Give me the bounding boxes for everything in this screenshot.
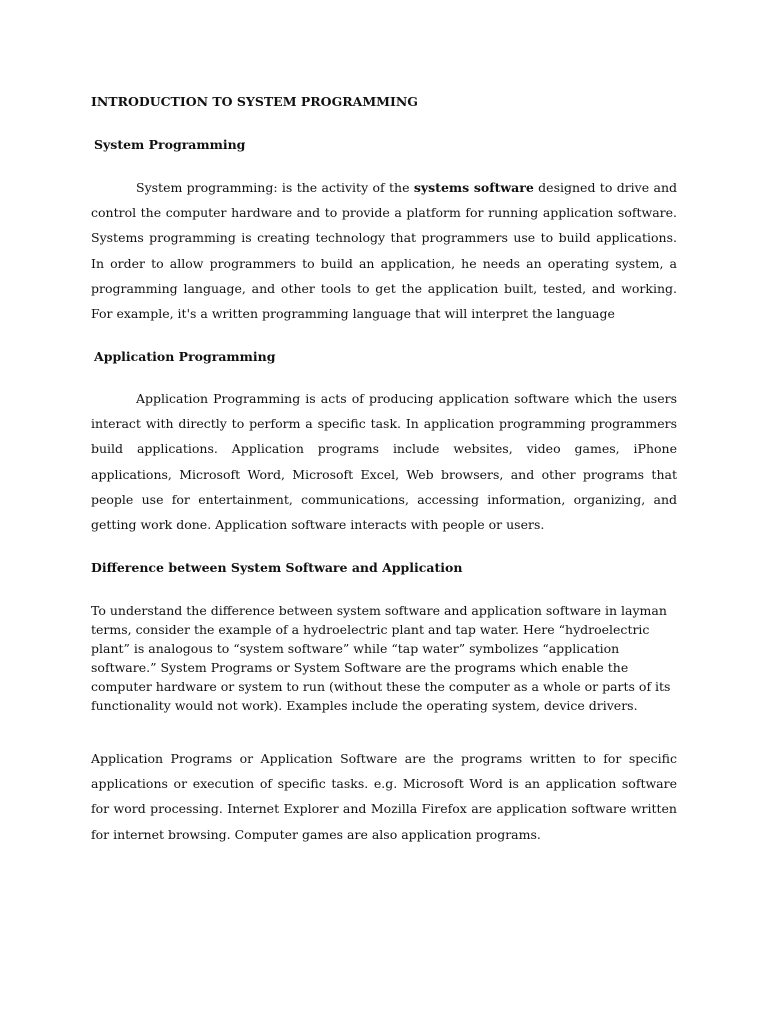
paragraph-text: designed to drive and control the computer hardware and to provide a platform for running application software. Systems programming is creating technology that programmers use to build applications. In order to allow programmers to build an application, he needs an operating system, a programming language, and other tools to get the application built, tested, and working. For example, it's a written programming language that will interpret the language: [91, 180, 677, 322]
section-heading-difference: Difference between System Software and Application: [91, 560, 463, 575]
section-heading-system-programming: System Programming: [94, 137, 246, 152]
paragraph-text: System programming: is the activity of the: [136, 180, 414, 195]
section-heading-application-programming: Application Programming: [94, 349, 276, 364]
document-title: INTRODUCTION TO SYSTEM PROGRAMMING: [91, 94, 418, 109]
paragraph-application-software: Application Programs or Application Software are the programs written to for specific applications or execution of specific tasks. e.g. Microsoft Word is an application software for word processing. Internet Explorer and Mozilla Firefox are application software written for internet browsing. Computer games are also application programs.: [91, 751, 677, 842]
paragraph-system-programming: [91, 175, 677, 326]
paragraph-application-programming: Application Programming is acts of producing application software which the users interact with directly to perform a specific task. In application programming programmers build applications. Application programs include websites, video games, iPhone applications, Microsoft Word, Microsoft Excel, Web browsers, and other programs that people use for entertainment, communications, accessing information, organizing, and getting work done. Application software interacts with people or users.: [91, 391, 677, 533]
emphasized-term: systems software: [413, 180, 534, 195]
paragraph-difference-analogy: To understand the difference between system software and application software in layman terms, consider the example of a hydroelectric plant and tap water. Here “hydroelectric plant” is analogous to “system software” while “tap water” symbolizes “application software.” System Programs or System Software are the programs which enable the computer hardware or system to run (without these the computer as a whole or parts of its functionality would not work). Examples include the operating system, device drivers.: [91, 603, 671, 713]
